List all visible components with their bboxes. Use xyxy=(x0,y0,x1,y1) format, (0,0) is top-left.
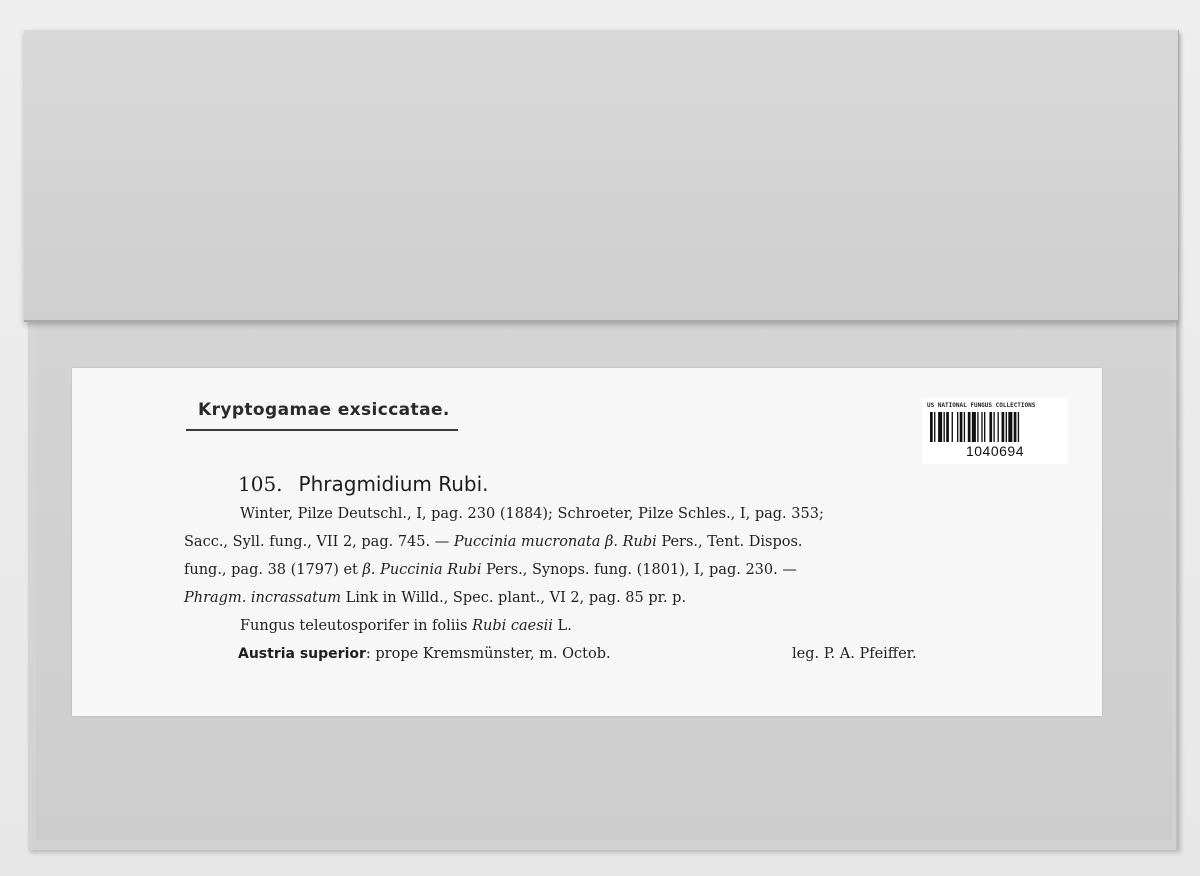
host-note xyxy=(240,618,572,634)
locality-detail: : prope Kremsmünster, m. Octob. xyxy=(365,646,611,662)
host-note-suffix: L. xyxy=(552,618,572,634)
specimen-number: 105. xyxy=(238,472,283,496)
barcode-caption: US NATIONAL FUNGUS COLLECTIONS xyxy=(927,402,1036,409)
citation-text: fung., pag. 38 (1797) et xyxy=(184,562,363,578)
host-name: Rubi caesii xyxy=(472,618,553,634)
series-title: Kryptogamae exsiccatae. xyxy=(198,400,450,420)
host-note-prefix: Fungus teleutosporifer in foliis xyxy=(240,618,473,634)
locality-region: Austria superior xyxy=(238,646,366,662)
citation-text: Link in Willd., Spec. plant., VI 2, pag. 85 pr. p. xyxy=(341,590,687,606)
citation-line xyxy=(184,590,686,606)
barcode-number: 1040694 xyxy=(965,443,1024,459)
citation-text: Pers., Tent. Dispos. xyxy=(656,534,803,550)
citation-taxon: Phragm. incrassatum xyxy=(184,590,342,606)
barcode-sticker xyxy=(922,398,1068,464)
citation-line xyxy=(240,506,824,522)
specimen-name: Phragmidium Rubi. xyxy=(298,472,489,496)
citation-taxon: β. Puccinia Rubi xyxy=(362,562,482,578)
citation-text: Pers., Synops. fung. (1801), I, pag. 230. — xyxy=(481,562,797,578)
specimen-label xyxy=(72,368,1102,716)
citation-line xyxy=(184,562,797,578)
packet-flap xyxy=(24,30,1178,322)
citation-text: Winter, Pilze Deutschl., I, pag. 230 (1884); Schroeter, Pilze Schles., I, pag. 353; xyxy=(240,506,824,522)
barcode-icon xyxy=(930,412,1056,442)
specimen-title xyxy=(238,472,489,496)
citation-line xyxy=(184,534,803,550)
series-title-underline xyxy=(186,429,458,431)
locality xyxy=(238,646,611,662)
citation-taxon: Puccinia mucronata β. Rubi xyxy=(453,534,657,550)
citation-text: Sacc., Syll. fung., VII 2, pag. 745. — xyxy=(184,534,454,550)
collector: leg. P. A. Pfeiffer. xyxy=(792,646,917,662)
